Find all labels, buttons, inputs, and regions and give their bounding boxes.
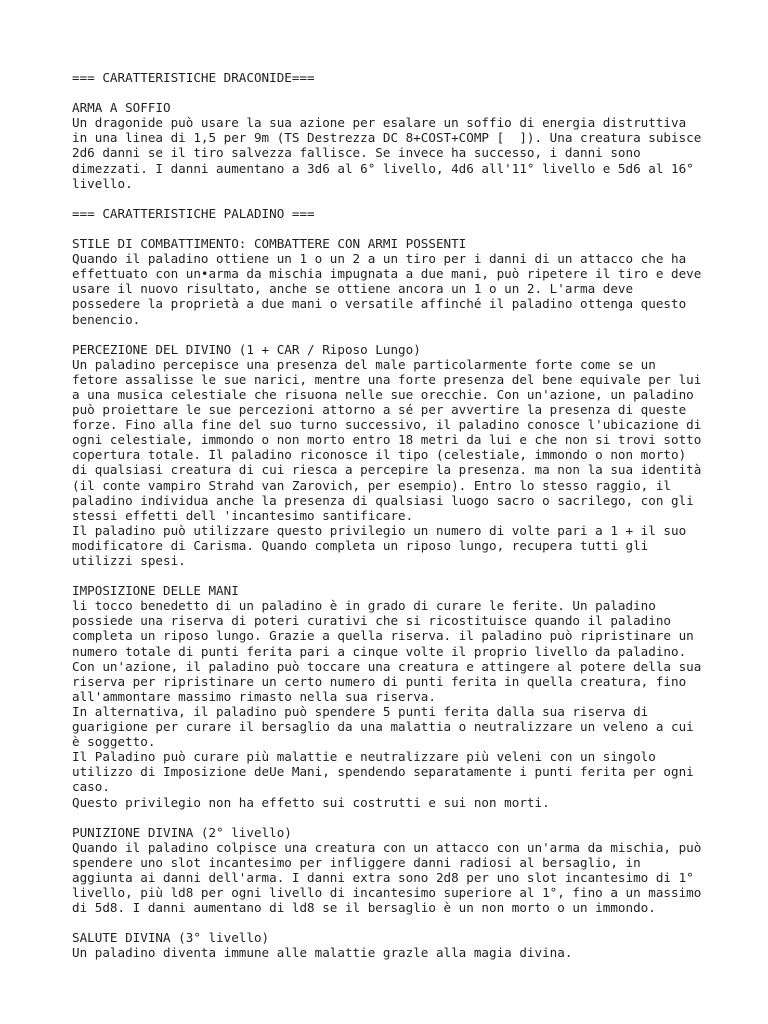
document-section	[72, 100, 732, 191]
body-text-line: guarigione per curare il bersaglio da una malattia o neutralizzare un veleno a cui	[72, 719, 694, 735]
section-spacer	[72, 915, 732, 930]
body-text-line: effettuato con un•arma da mischia impugnata a due mani, può ripetere il tiro e deve	[72, 266, 702, 282]
body-text-line: fetore assalisse le sue narici, mentre una forte presenza del bene equivale per lui	[72, 371, 702, 387]
body-text-line: può proiettare le sue percezioni attorno a sé per avvertire la presenza di queste	[72, 402, 687, 418]
document-section	[72, 342, 732, 568]
body-text-line: caso.	[72, 779, 110, 795]
body-text-line: Un paladino diventa immune alle malattie grazle alla magia divina.	[72, 945, 573, 961]
body-text-line: Un dragonide può usare la sua azione per esalare un soffio di energia distruttiva	[72, 115, 687, 131]
section-heading: ARMA A SOFFIO	[72, 100, 171, 116]
section-spacer	[72, 191, 732, 206]
document-page	[72, 70, 732, 961]
section-spacer	[72, 810, 732, 825]
body-text-line: Quando il paladino ottiene un 1 o un 2 a un tiro per i danni di un attacco che ha	[72, 251, 687, 267]
section-spacer	[72, 221, 732, 236]
body-text-line: in una linea di 1,5 per 9m (TS Destrezza DC 8+COST+COMP [ ]). Una creatura subisce	[72, 130, 702, 146]
section-spacer	[72, 85, 732, 100]
body-text-line: è soggetto.	[72, 734, 156, 750]
section-heading: PUNIZIONE DIVINA (2° livello)	[72, 824, 292, 840]
body-text-line: paladino individua anche la presenza di qualsiasi luogo sacro o sacrilego, con gli	[72, 492, 694, 508]
section-heading: === CARATTERISTICHE PALADINO ===	[72, 205, 315, 221]
body-text-line: utilizzi spesi.	[72, 553, 186, 568]
body-text-line: li tocco benedetto di un paladino è in grado di curare le ferite. Un paladino	[72, 598, 656, 614]
body-text-line: spendere uno slot incantesimo per infliggere danni radiosi al bersaglio, in	[72, 854, 641, 870]
body-text-line: stessi effetti dell 'incantesimo santificare.	[72, 507, 414, 523]
body-text-line: 2d6 danni se il tiro salvezza fallisce. Se invece ha successo, i danni sono	[72, 145, 641, 161]
section-heading: === CARATTERISTICHE DRACONIDE===	[72, 70, 315, 85]
section-heading: STILE DI COMBATTIMENTO: COMBATTERE CON ARMI POSSENTI	[72, 236, 467, 252]
body-text-line: modificatore di Carisma. Quando completa un riposo lungo, recupera tutti gli	[72, 537, 649, 553]
body-text-line: Un paladino percepisce una presenza del male particolarmente forte come se un	[72, 356, 656, 372]
document-section	[72, 206, 732, 221]
body-text-line: livello, più ld8 per ogni livello di incantesimo superiore al 1°, fino a un massimo	[72, 885, 702, 901]
section-heading: IMPOSIZIONE DELLE MANI	[72, 583, 239, 599]
body-text-line: Quando il paladino colpisce una creatura con un attacco con un'arma da mischia, può	[72, 839, 702, 855]
body-text-line: benencio.	[72, 311, 141, 327]
body-text-line: possedere la proprietà a due mani o versatile affinché il paladino ottenga questo	[72, 296, 687, 312]
body-text-line: riserva per ripristinare un certo numero di punti ferita in quella creatura, fino	[72, 673, 687, 689]
body-text-line: a una musica celestiale che risuona nelle sue orecchie. Con un'azione, un paladino	[72, 386, 694, 402]
body-text-line: utilizzo di Imposizione deUe Mani, spendendo separatamente i punti ferita per ogni	[72, 764, 694, 780]
body-text-line: Il paladino può utilizzare questo privilegio un numero di volte pari a 1 + il suo	[72, 522, 687, 538]
document-section	[72, 236, 732, 327]
section-heading: PERCEZIONE DEL DIVINO (1 + CAR / Riposo Lungo)	[72, 341, 421, 357]
body-text-line: livello.	[72, 175, 133, 191]
document-section	[72, 930, 732, 960]
body-text-line: numero totale di punti ferita pari a cinque volte il proprio livello da paladino.	[72, 643, 687, 659]
body-text-line: all'ammontare massimo rimasto nella sua riserva.	[72, 688, 436, 704]
body-text-line: Il Paladino può curare più malattie e neutralizzare più veleni con un singolo	[72, 749, 656, 765]
body-text-line: di 5d8. I danni aumentano di ld8 se il bersaglio è un non morto o un immondo.	[72, 900, 656, 916]
document-section	[72, 825, 732, 916]
body-text-line: (il conte vampiro Strahd van Zarovich, per esempio). Entro lo stesso raggio, il	[72, 477, 671, 493]
body-text-line: aggiunta ai danni dell'arma. I danni extra sono 2d8 per uno slot incantesimo di 1°	[72, 869, 694, 885]
section-heading: SALUTE DIVINA (3° livello)	[72, 930, 270, 946]
document-section	[72, 70, 732, 85]
section-spacer	[72, 568, 732, 583]
body-text-line: copertura totale. Il paladino riconosce il tipo (celestiale, immondo o non morto)	[72, 447, 687, 463]
section-spacer	[72, 327, 732, 342]
body-text-line: di qualsiasi creatura di cui riesca a percepire la presenza. ma non la sua identità	[72, 462, 702, 478]
body-text-line: possiede una riserva di poteri curativi che si ricostituisce quando il paladino	[72, 613, 671, 629]
body-text-line: In alternativa, il paladino può spendere 5 punti ferita dalla sua riserva di	[72, 703, 649, 719]
document-section	[72, 583, 732, 809]
body-text-line: dimezzati. I danni aumentano a 3d6 al 6° livello, 4d6 all'11° livello e 5d6 al 16°	[72, 160, 694, 176]
body-text-line: forze. Fino alla fine del suo turno successivo, il paladino conosce l'ubicazione di	[72, 417, 702, 433]
body-text-line: Questo privilegio non ha effetto sui costrutti e sui non morti.	[72, 794, 550, 810]
body-text-line: completa un riposo lungo. Grazie a quella riserva. il paladino può ripristinare un	[72, 628, 694, 644]
body-text-line: usare il nuovo risultato, anche se ottiene ancora un 1 o un 2. L'arma deve	[72, 281, 634, 297]
body-text-line: Con un'azione, il paladino può toccare una creatura e attingere al potere della sua	[72, 658, 702, 674]
body-text-line: ogni celestiale, immondo o non morto entro 18 metri da lui e che non si trovi sotto	[72, 432, 702, 448]
